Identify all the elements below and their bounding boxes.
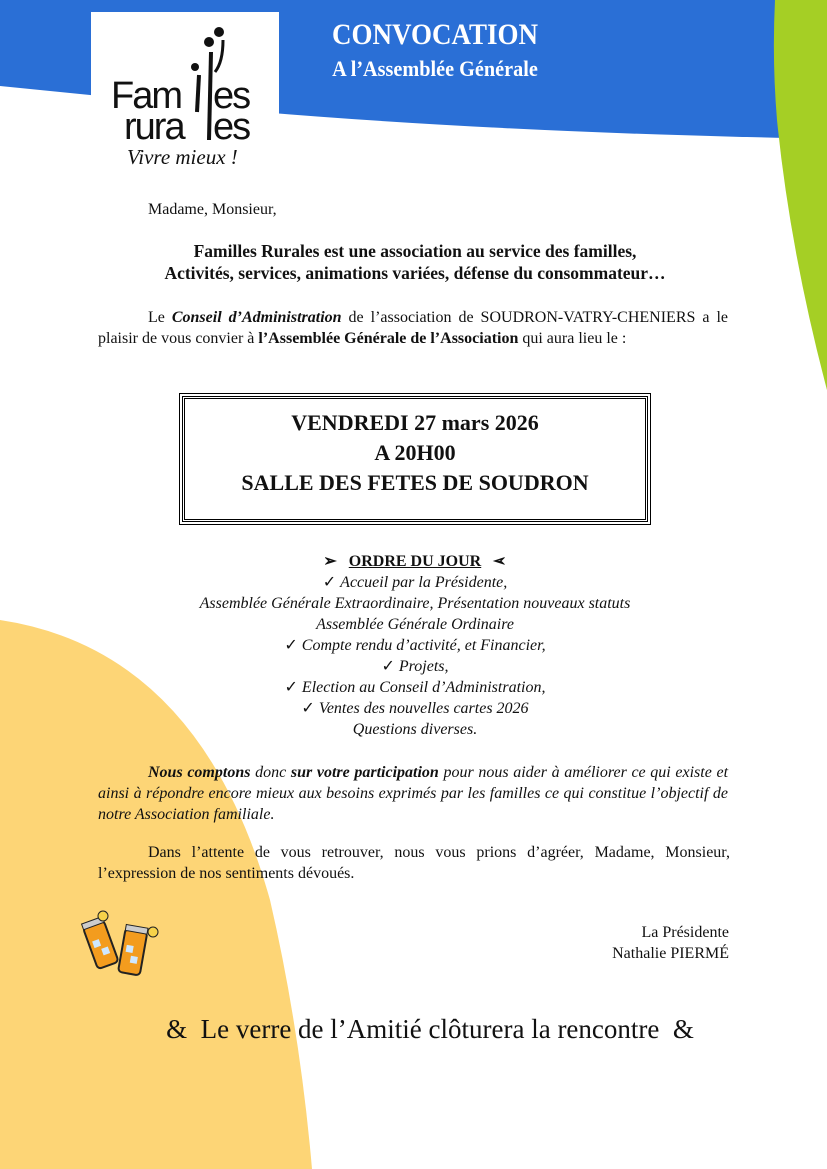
check-icon: ✓	[381, 658, 399, 675]
agenda-item: ✓ Projets,	[381, 658, 449, 675]
familles-rurales-logo	[91, 12, 279, 172]
agenda-item: ✓ Ventes des nouvelles cartes 2026	[301, 700, 529, 717]
event-place: SALLE DES FETES DE SOUDRON	[241, 470, 589, 495]
svg-text:es: es	[213, 106, 250, 148]
svg-text:es: es	[213, 75, 250, 117]
invitation-paragraph: Le Conseil d’Administration de l’association de SOUDRON-VATRY-CHENIERS a le plaisir de vous convier à l’Assemblée Générale de l’Association qui aura lieu le :	[98, 309, 729, 347]
agenda-heading: ➢ ORDRE DU JOUR ➢	[323, 553, 507, 570]
check-icon: ✓	[322, 574, 341, 591]
svg-text:Vivre mieux !: Vivre mieux !	[127, 145, 238, 169]
event-date: VENDREDI 27 mars 2026	[291, 410, 539, 435]
signature	[612, 922, 729, 964]
agenda-item: Assemblée Générale Ordinaire	[316, 616, 514, 633]
svg-text:rura: rura	[124, 106, 184, 148]
document-title: CONVOCATION	[332, 18, 538, 51]
document-subtitle: A l’Assemblée Générale	[332, 56, 538, 81]
signature-name: Nathalie PIERMÉ	[612, 945, 729, 962]
agenda-item: ✓ Election au Conseil d’Administration,	[284, 679, 546, 696]
intro-line: Familles Rurales est une association au service des familles,	[193, 241, 637, 261]
pretzel-icon: &	[672, 1014, 694, 1044]
arrow-right-icon: ➢	[323, 553, 337, 570]
closing-text: Le verre de l’Amitié clôturera la rencontre	[200, 1014, 660, 1044]
participation-paragraph: Nous comptons donc sur votre participation pour nous aider à améliorer ce qui existe et ainsi à répondre encore mieux aux besoins exprimés par les familles ce qui constitue l’objectif de notre Association familiale.	[98, 764, 729, 823]
drinks-clipart-icon	[78, 910, 168, 985]
agenda-item: ✓ Compte rendu d’activité, et Financier,	[284, 637, 546, 654]
arrow-left-icon: ➢	[493, 553, 507, 570]
greeting: Madame, Monsieur,	[148, 201, 277, 218]
agenda-item: ✓ Accueil par la Présidente,	[322, 574, 508, 591]
check-icon: ✓	[284, 679, 302, 696]
closing-line	[150, 1014, 710, 1045]
event-box	[182, 396, 648, 522]
pretzel-icon: &	[166, 1014, 188, 1044]
agenda	[100, 551, 730, 740]
intro-line: Activités, services, animations variées, défense du consommateur…	[164, 263, 666, 283]
check-icon: ✓	[284, 637, 302, 654]
svg-text:Fam: Fam	[111, 75, 181, 117]
agenda-item: Questions diverses.	[352, 721, 478, 738]
closing-paragraph: Dans l’attente de vous retrouver, nous vous prions d’agréer, Madame, Monsieur, l’expression de nos sentiments dévoués.	[98, 844, 730, 882]
check-icon: ✓	[301, 700, 319, 717]
signature-role: La Présidente	[641, 924, 729, 941]
event-time: A 20H00	[374, 440, 456, 465]
green-sliver	[774, 0, 827, 390]
intro	[90, 240, 740, 284]
agenda-item: Assemblée Générale Extraordinaire, Présentation nouveaux statuts	[199, 595, 631, 612]
